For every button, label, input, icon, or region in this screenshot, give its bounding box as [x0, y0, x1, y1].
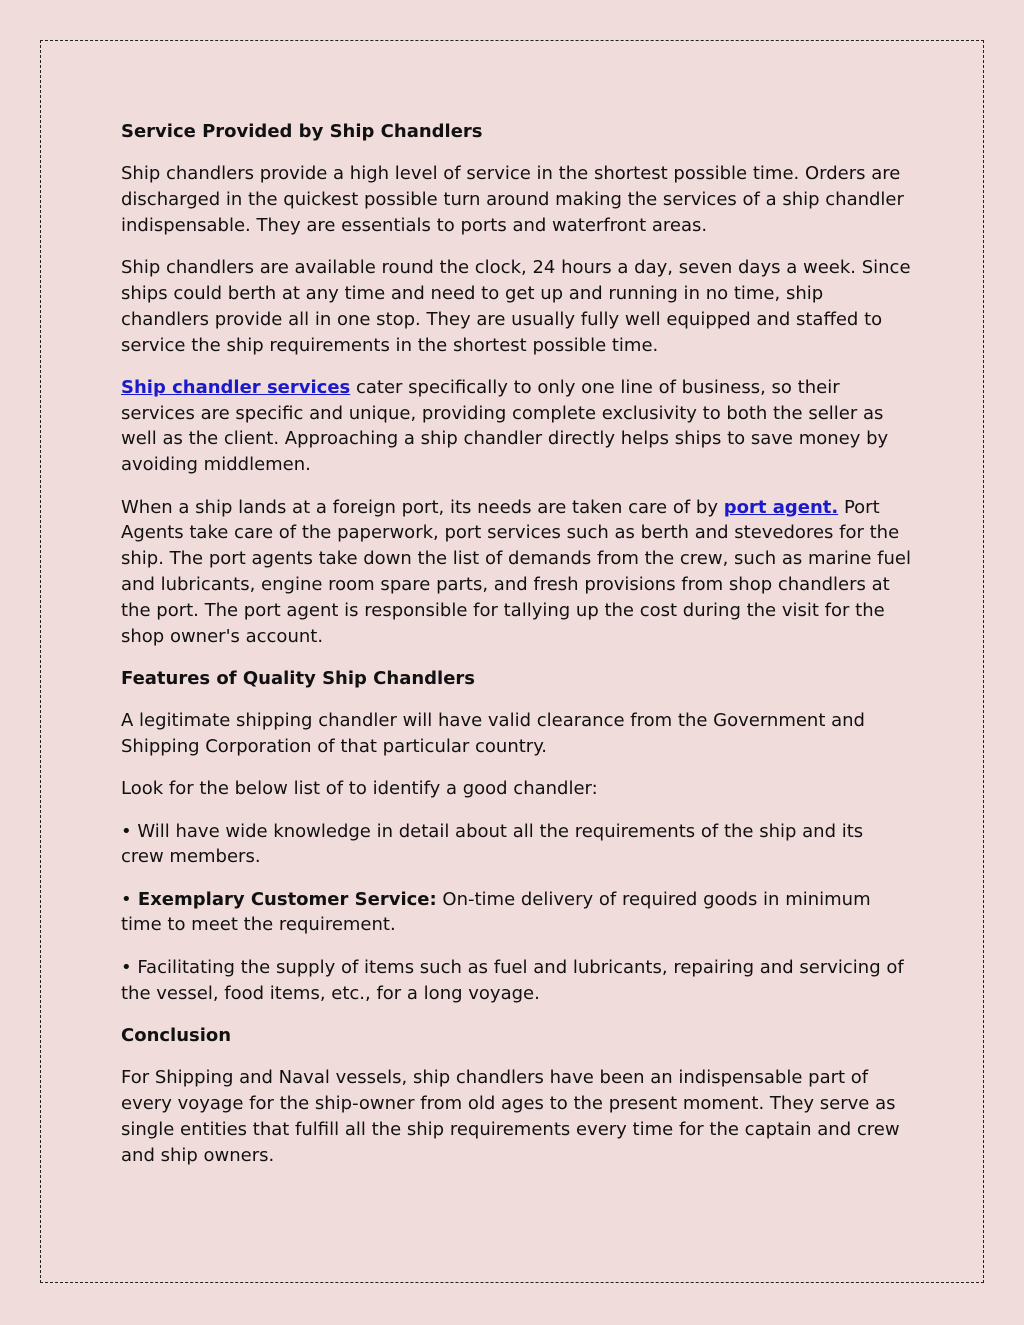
- paragraph-text: cater specifically to only one line of business, so their services are specific and unique, providing complete exclusivity to both the seller as well as the client. Approaching a ship chandler directly helps ships to save money by avoiding middlemen.: [121, 376, 889, 476]
- bullet-icon: •: [121, 956, 132, 978]
- section-heading-features: Features of Quality Ship Chandlers: [121, 667, 476, 689]
- port-agent-link-dot: .: [831, 496, 839, 518]
- paragraph-port-agent: [121, 495, 911, 650]
- bullet-icon: •: [121, 888, 132, 910]
- port-agent-link[interactable]: [724, 497, 839, 518]
- paragraph-text: When a ship lands at a foreign port, its needs are taken care of by: [121, 496, 724, 518]
- bullet-icon: •: [121, 820, 132, 842]
- paragraph-availability: Ship chandlers are available round the clock, 24 hours a day, seven days a week. Since ships could berth at any time and need to get up and running in no time, ship chandlers provide all in one stop. They are usually fully well equipped and staffed to service the ship requirements in the shortest possible time.: [121, 257, 911, 356]
- paragraph-list-intro: Look for the below list of to identify a good chandler:: [121, 778, 598, 800]
- paragraph-text: Port Agents take care of the paperwork, port services such as berth and stevedores for the ship. The port agents take down the list of demands from the crew, such as marine fuel and lubricants, engine room spare parts, and fresh provisions from shop chandlers at the port. The port agent is responsible for tallying up the cost during the visit for the shop owner's account.: [121, 496, 911, 647]
- paragraph-service-speed: Ship chandlers provide a high level of service in the shortest possible time. Orders are discharged in the quickest possible turn around making the services of a ship chandler indispensable. They are essentials to ports and waterfront areas.: [121, 163, 904, 236]
- document-body: [121, 119, 911, 1185]
- bullet-item-knowledge: [121, 819, 911, 871]
- paragraph-conclusion: For Shipping and Naval vessels, ship chandlers have been an indispensable part of every voyage for the ship-owner from old ages to the present moment. They serve as single entities that fulfill all the ship requirements every time for the captain and crew and ship owners.: [121, 1067, 900, 1166]
- section-heading-conclusion: Conclusion: [121, 1024, 232, 1046]
- section-heading-services: Service Provided by Ship Chandlers: [121, 121, 483, 142]
- bullet-bold-label: Exemplary Customer Service:: [131, 888, 437, 910]
- ship-chandler-services-link[interactable]: Ship chandler services: [121, 376, 351, 398]
- paragraph-chandler-services: [121, 375, 911, 478]
- paragraph-clearance: A legitimate shipping chandler will have valid clearance from the Government and Shipping Corporation of that particular country.: [121, 710, 865, 757]
- bullet-text: Will have wide knowledge in detail about all the requirements of the ship and its crew members.: [121, 820, 864, 868]
- bullet-text: On-time delivery of required goods in minimum time to meet the requirement.: [121, 888, 871, 936]
- bullet-item-customer-service: [121, 887, 911, 939]
- bullet-text: Facilitating the supply of items such as fuel and lubricants, repairing and servicing of the vessel, food items, etc., for a long voyage.: [121, 956, 904, 1004]
- port-agent-link-label: port agent: [723, 496, 832, 518]
- bullet-item-supplies: [121, 955, 911, 1007]
